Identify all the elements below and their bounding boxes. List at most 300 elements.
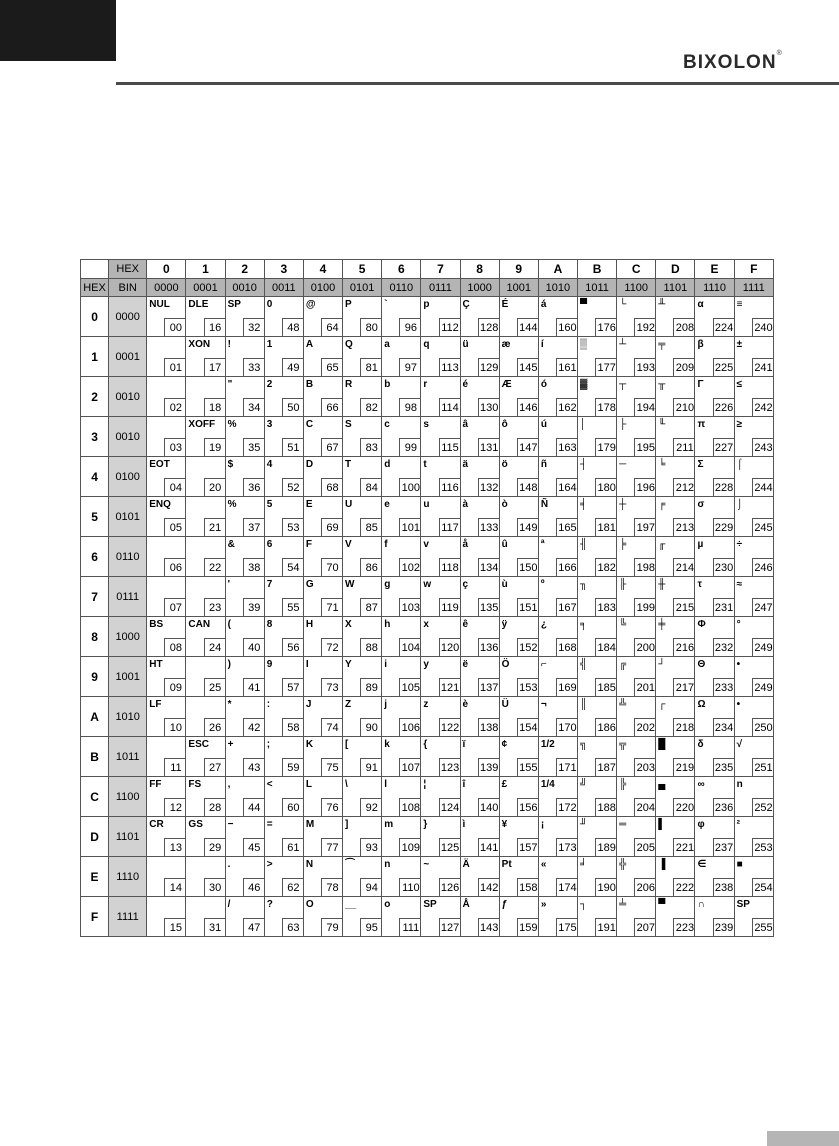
character-glyph: NUL <box>149 299 170 310</box>
table-row <box>81 737 774 777</box>
code-cell <box>538 457 577 497</box>
character-glyph: y <box>423 659 429 670</box>
decimal-code: 200 <box>634 638 656 657</box>
decimal-code: 120 <box>439 638 461 657</box>
code-cell <box>499 617 538 657</box>
decimal-code: 59 <box>282 758 304 777</box>
decimal-code: 194 <box>634 398 656 417</box>
code-cell <box>382 337 421 377</box>
character-glyph: S <box>345 419 352 430</box>
character-glyph: GS <box>188 819 203 830</box>
code-cell <box>695 777 734 817</box>
decimal-code: 36 <box>243 478 265 497</box>
decimal-code: 223 <box>673 918 695 937</box>
character-glyph: ╝ <box>579 779 588 790</box>
decimal-code: 247 <box>752 598 774 617</box>
code-cell <box>303 617 342 657</box>
decimal-code: 55 <box>282 598 304 617</box>
code-cell <box>538 857 577 897</box>
character-glyph: ╦ <box>619 739 627 750</box>
decimal-code: 160 <box>556 318 578 337</box>
character-glyph: \ <box>345 779 348 790</box>
code-cell <box>382 497 421 537</box>
code-cell <box>577 337 616 377</box>
code-cell <box>617 697 656 737</box>
decimal-code: 230 <box>713 558 735 577</box>
decimal-code: 24 <box>204 638 226 657</box>
decimal-code: 170 <box>556 718 578 737</box>
character-glyph: k <box>384 739 390 750</box>
decimal-code: 101 <box>399 518 421 537</box>
decimal-code: 204 <box>634 798 656 817</box>
code-cell <box>499 337 538 377</box>
code-cell <box>186 497 225 537</box>
code-cell <box>577 697 616 737</box>
code-cell <box>499 537 538 577</box>
decimal-code: 00 <box>164 318 186 337</box>
character-glyph: ╟ <box>619 579 627 590</box>
decimal-code: 81 <box>360 358 382 377</box>
character-glyph: ¢ <box>501 739 508 750</box>
character-glyph: % <box>227 419 237 430</box>
decimal-code: 219 <box>673 758 695 777</box>
character-glyph: ≤ <box>736 379 743 390</box>
decimal-code: 134 <box>478 558 500 577</box>
decimal-code: 180 <box>595 478 617 497</box>
code-cell <box>577 417 616 457</box>
character-glyph: X <box>345 619 352 630</box>
code-cell <box>734 817 773 857</box>
code-cell <box>264 497 303 537</box>
decimal-code: 167 <box>556 598 578 617</box>
code-cell <box>303 777 342 817</box>
decimal-code: 20 <box>204 478 226 497</box>
character-glyph: a <box>384 339 390 350</box>
character-glyph: σ <box>697 499 705 510</box>
code-cell <box>695 897 734 937</box>
decimal-code: 166 <box>556 558 578 577</box>
code-cell <box>538 577 577 617</box>
table-row <box>81 777 774 817</box>
character-glyph: % <box>227 499 237 510</box>
decimal-code: 113 <box>439 358 461 377</box>
column-bin-header: 1111 <box>734 279 773 297</box>
code-cell <box>264 537 303 577</box>
decimal-code: 164 <box>556 478 578 497</box>
column-hex-header: D <box>656 260 695 279</box>
character-glyph: XON <box>188 339 211 350</box>
code-cell <box>264 777 303 817</box>
column-hex-header: 3 <box>264 260 303 279</box>
character-code-table <box>80 259 774 937</box>
decimal-code: 227 <box>713 438 735 457</box>
decimal-code: 66 <box>321 398 343 417</box>
decimal-code: 15 <box>164 918 186 937</box>
decimal-code: 92 <box>360 798 382 817</box>
character-glyph: 2 <box>266 379 273 390</box>
column-bin-header: 0100 <box>303 279 342 297</box>
decimal-code: 03 <box>164 438 186 457</box>
column-hex-header: 5 <box>343 260 382 279</box>
character-glyph: g <box>384 579 391 590</box>
character-glyph: Θ <box>697 659 706 670</box>
code-cell <box>656 857 695 897</box>
code-cell <box>499 577 538 617</box>
code-cell <box>343 497 382 537</box>
decimal-code: 84 <box>360 478 382 497</box>
character-glyph: ╙ <box>658 419 666 430</box>
character-glyph: 3 <box>266 419 273 430</box>
decimal-code: 99 <box>399 438 421 457</box>
character-glyph: C <box>305 419 314 430</box>
code-cell <box>538 897 577 937</box>
decimal-code: 13 <box>164 838 186 857</box>
character-glyph: / <box>227 899 231 910</box>
decimal-code: 185 <box>595 678 617 697</box>
decimal-code: 192 <box>634 318 656 337</box>
decimal-code: 210 <box>673 398 695 417</box>
code-cell <box>421 777 460 817</box>
brand-name: BIXOLON <box>683 52 777 73</box>
character-glyph: 7 <box>266 579 273 590</box>
character-glyph: U <box>345 499 353 510</box>
character-glyph: ¿ <box>540 619 547 630</box>
character-glyph: __ <box>345 899 357 910</box>
character-glyph: ╧ <box>619 899 627 910</box>
table-row <box>81 657 774 697</box>
decimal-code: 236 <box>713 798 735 817</box>
decimal-code: 40 <box>243 638 265 657</box>
character-glyph: ┘ <box>658 659 666 670</box>
code-cell <box>695 337 734 377</box>
code-cell <box>421 897 460 937</box>
character-glyph: Ω <box>697 699 706 710</box>
code-cell <box>421 377 460 417</box>
decimal-code: 130 <box>478 398 500 417</box>
decimal-code: 114 <box>439 398 461 417</box>
row-bin-label: 0100 <box>109 457 147 497</box>
column-hex-header: 6 <box>382 260 421 279</box>
character-glyph: e <box>384 499 390 510</box>
row-hex-label: E <box>81 857 109 897</box>
code-cell <box>617 497 656 537</box>
character-glyph: ² <box>736 819 740 830</box>
character-glyph: ╣ <box>579 659 588 670</box>
decimal-code: 26 <box>204 718 226 737</box>
code-cell <box>538 617 577 657</box>
code-cell <box>264 337 303 377</box>
character-glyph: í <box>540 339 544 350</box>
decimal-code: 228 <box>713 478 735 497</box>
decimal-code: 187 <box>595 758 617 777</box>
decimal-code: 154 <box>517 718 539 737</box>
code-cell <box>460 697 499 737</box>
character-glyph: CR <box>149 819 164 830</box>
character-glyph: ▀ <box>658 899 666 910</box>
character-glyph: EOT <box>149 459 170 470</box>
code-cell <box>382 377 421 417</box>
code-cell <box>382 417 421 457</box>
column-bin-header: 0101 <box>343 279 382 297</box>
code-cell <box>734 737 773 777</box>
character-glyph: Ä <box>462 859 470 870</box>
decimal-code: 253 <box>752 838 774 857</box>
decimal-code: 240 <box>752 318 774 337</box>
character-glyph: ╬ <box>619 859 627 870</box>
decimal-code: 218 <box>673 718 695 737</box>
code-cell <box>499 777 538 817</box>
character-glyph: XOFF <box>188 419 216 430</box>
code-cell <box>577 857 616 897</box>
character-glyph: « <box>540 859 547 870</box>
code-cell <box>617 537 656 577</box>
character-glyph: à <box>462 499 469 510</box>
code-cell <box>499 657 538 697</box>
decimal-code: 146 <box>517 398 539 417</box>
decimal-code: 23 <box>204 598 226 617</box>
code-cell <box>656 657 695 697</box>
decimal-code: 90 <box>360 718 382 737</box>
code-cell <box>303 817 342 857</box>
character-glyph: ╚ <box>619 619 627 630</box>
decimal-code: 128 <box>478 318 500 337</box>
code-cell <box>343 817 382 857</box>
character-glyph: º <box>540 579 545 590</box>
decimal-code: 52 <box>282 478 304 497</box>
decimal-code: 145 <box>517 358 539 377</box>
character-glyph: ┬ <box>619 379 627 390</box>
character-glyph: n <box>384 859 391 870</box>
decimal-code: 46 <box>243 878 265 897</box>
character-glyph: ╞ <box>619 539 627 550</box>
decimal-code: 153 <box>517 678 539 697</box>
character-glyph: ─ <box>619 459 627 470</box>
row-bin-label: 1000 <box>109 617 147 657</box>
code-cell <box>382 697 421 737</box>
character-glyph: ╒ <box>658 499 666 510</box>
code-cell <box>343 617 382 657</box>
character-glyph: T <box>345 459 352 470</box>
decimal-code: 100 <box>399 478 421 497</box>
character-glyph: û <box>501 539 508 550</box>
column-hex-header: 0 <box>147 260 186 279</box>
decimal-code: 98 <box>399 398 421 417</box>
character-glyph: FS <box>188 779 202 790</box>
code-cell <box>264 897 303 937</box>
decimal-code: 44 <box>243 798 265 817</box>
decimal-code: 220 <box>673 798 695 817</box>
decimal-code: 235 <box>713 758 735 777</box>
code-cell <box>225 817 264 857</box>
code-cell <box>656 417 695 457</box>
decimal-code: 61 <box>282 838 304 857</box>
row-hex-label: 6 <box>81 537 109 577</box>
code-cell <box>695 697 734 737</box>
decimal-code: 43 <box>243 758 265 777</box>
character-glyph: Z <box>345 699 352 710</box>
code-cell <box>343 897 382 937</box>
character-glyph: E <box>305 499 313 510</box>
code-cell <box>656 457 695 497</box>
decimal-code: 229 <box>713 518 735 537</box>
code-cell <box>499 817 538 857</box>
character-glyph: Æ <box>501 379 512 390</box>
code-cell <box>303 457 342 497</box>
decimal-code: 201 <box>634 678 656 697</box>
character-glyph: æ <box>501 339 511 350</box>
decimal-code: 150 <box>517 558 539 577</box>
decimal-code: 69 <box>321 518 343 537</box>
code-cell <box>577 817 616 857</box>
bin-header-label: BIN <box>109 279 147 297</box>
character-glyph: t <box>423 459 427 470</box>
code-cell <box>264 657 303 697</box>
code-cell <box>617 817 656 857</box>
character-glyph: ╕ <box>579 619 588 630</box>
row-hex-label: B <box>81 737 109 777</box>
decimal-code: 17 <box>204 358 226 377</box>
code-cell <box>617 617 656 657</box>
decimal-code: 172 <box>556 798 578 817</box>
character-glyph: ( <box>227 619 231 630</box>
decimal-code: 63 <box>282 918 304 937</box>
decimal-code: 232 <box>713 638 735 657</box>
code-cell <box>538 417 577 457</box>
code-cell <box>617 337 656 377</box>
row-hex-label: F <box>81 897 109 937</box>
code-cell <box>577 377 616 417</box>
character-glyph: ⌠ <box>736 459 743 470</box>
code-cell <box>421 337 460 377</box>
code-cell <box>734 777 773 817</box>
code-cell <box>695 457 734 497</box>
decimal-code: 159 <box>517 918 539 937</box>
character-glyph: * <box>227 699 232 710</box>
decimal-code: 112 <box>439 318 461 337</box>
code-cell <box>695 417 734 457</box>
character-glyph: ╥ <box>658 379 666 390</box>
code-cell <box>421 297 460 337</box>
decimal-code: 169 <box>556 678 578 697</box>
code-cell <box>303 537 342 577</box>
decimal-code: 193 <box>634 358 656 377</box>
decimal-code: 151 <box>517 598 539 617</box>
decimal-code: 74 <box>321 718 343 737</box>
code-cell <box>617 777 656 817</box>
code-cell <box>264 297 303 337</box>
character-glyph: ~ <box>423 859 430 870</box>
code-cell <box>460 857 499 897</box>
decimal-code: 64 <box>321 318 343 337</box>
code-cell <box>460 817 499 857</box>
code-cell <box>695 817 734 857</box>
column-bin-header: 1100 <box>617 279 656 297</box>
decimal-code: 215 <box>673 598 695 617</box>
decimal-code: 70 <box>321 558 343 577</box>
decimal-code: 88 <box>360 638 382 657</box>
character-glyph: DLE <box>188 299 209 310</box>
code-cell <box>617 297 656 337</box>
character-glyph: o <box>384 899 391 910</box>
character-glyph: ╤ <box>658 339 666 350</box>
character-glyph: ì <box>462 819 466 830</box>
code-cell <box>147 457 186 497</box>
decimal-code: 118 <box>439 558 461 577</box>
decimal-code: 111 <box>399 918 421 937</box>
row-bin-label: 0110 <box>109 537 147 577</box>
row-bin-label: 1111 <box>109 897 147 937</box>
code-cell <box>264 737 303 777</box>
code-cell <box>499 897 538 937</box>
code-cell <box>343 737 382 777</box>
decimal-code: 155 <box>517 758 539 777</box>
character-glyph: = <box>266 819 273 830</box>
character-glyph: ï <box>462 739 466 750</box>
code-cell <box>656 497 695 537</box>
decimal-code: 205 <box>634 838 656 857</box>
code-cell <box>264 857 303 897</box>
decimal-code: 25 <box>204 678 226 697</box>
character-glyph: ⌡ <box>736 499 743 510</box>
decimal-code: 05 <box>164 518 186 537</box>
decimal-code: 179 <box>595 438 617 457</box>
code-cell <box>734 617 773 657</box>
decimal-code: 188 <box>595 798 617 817</box>
code-cell <box>264 417 303 457</box>
row-hex-label: 8 <box>81 617 109 657</box>
code-cell <box>147 737 186 777</box>
row-hex-label: 7 <box>81 577 109 617</box>
character-glyph: π <box>697 419 706 430</box>
character-glyph: 1 <box>266 339 273 350</box>
code-cell <box>147 337 186 377</box>
code-cell <box>303 297 342 337</box>
character-glyph: n <box>736 779 743 790</box>
decimal-code: 06 <box>164 558 186 577</box>
column-bin-header: 1010 <box>538 279 577 297</box>
code-cell <box>186 777 225 817</box>
code-cell <box>695 497 734 537</box>
decimal-code: 109 <box>399 838 421 857</box>
hex-header-label: HEX <box>109 260 147 279</box>
code-cell <box>186 417 225 457</box>
code-cell <box>421 497 460 537</box>
code-cell <box>264 617 303 657</box>
character-glyph: 0 <box>266 299 273 310</box>
column-bin-header: 1011 <box>577 279 616 297</box>
column-bin-header: 0111 <box>421 279 460 297</box>
code-cell <box>186 697 225 737</box>
code-cell <box>460 297 499 337</box>
character-glyph: Φ <box>697 619 706 630</box>
code-cell <box>421 857 460 897</box>
decimal-code: 87 <box>360 598 382 617</box>
character-glyph: ┐ <box>579 899 588 910</box>
character-glyph: • <box>736 659 741 670</box>
code-cell <box>617 377 656 417</box>
code-cell <box>617 457 656 497</box>
row-bin-label: 0010 <box>109 417 147 457</box>
character-glyph: h <box>384 619 391 630</box>
code-cell <box>303 857 342 897</box>
code-cell <box>538 497 577 537</box>
character-glyph: SP <box>736 899 750 910</box>
character-glyph: ▄ <box>658 779 666 790</box>
code-cell <box>225 697 264 737</box>
character-glyph: ê <box>462 619 469 630</box>
code-cell <box>577 777 616 817</box>
character-glyph: ╛ <box>579 859 588 870</box>
